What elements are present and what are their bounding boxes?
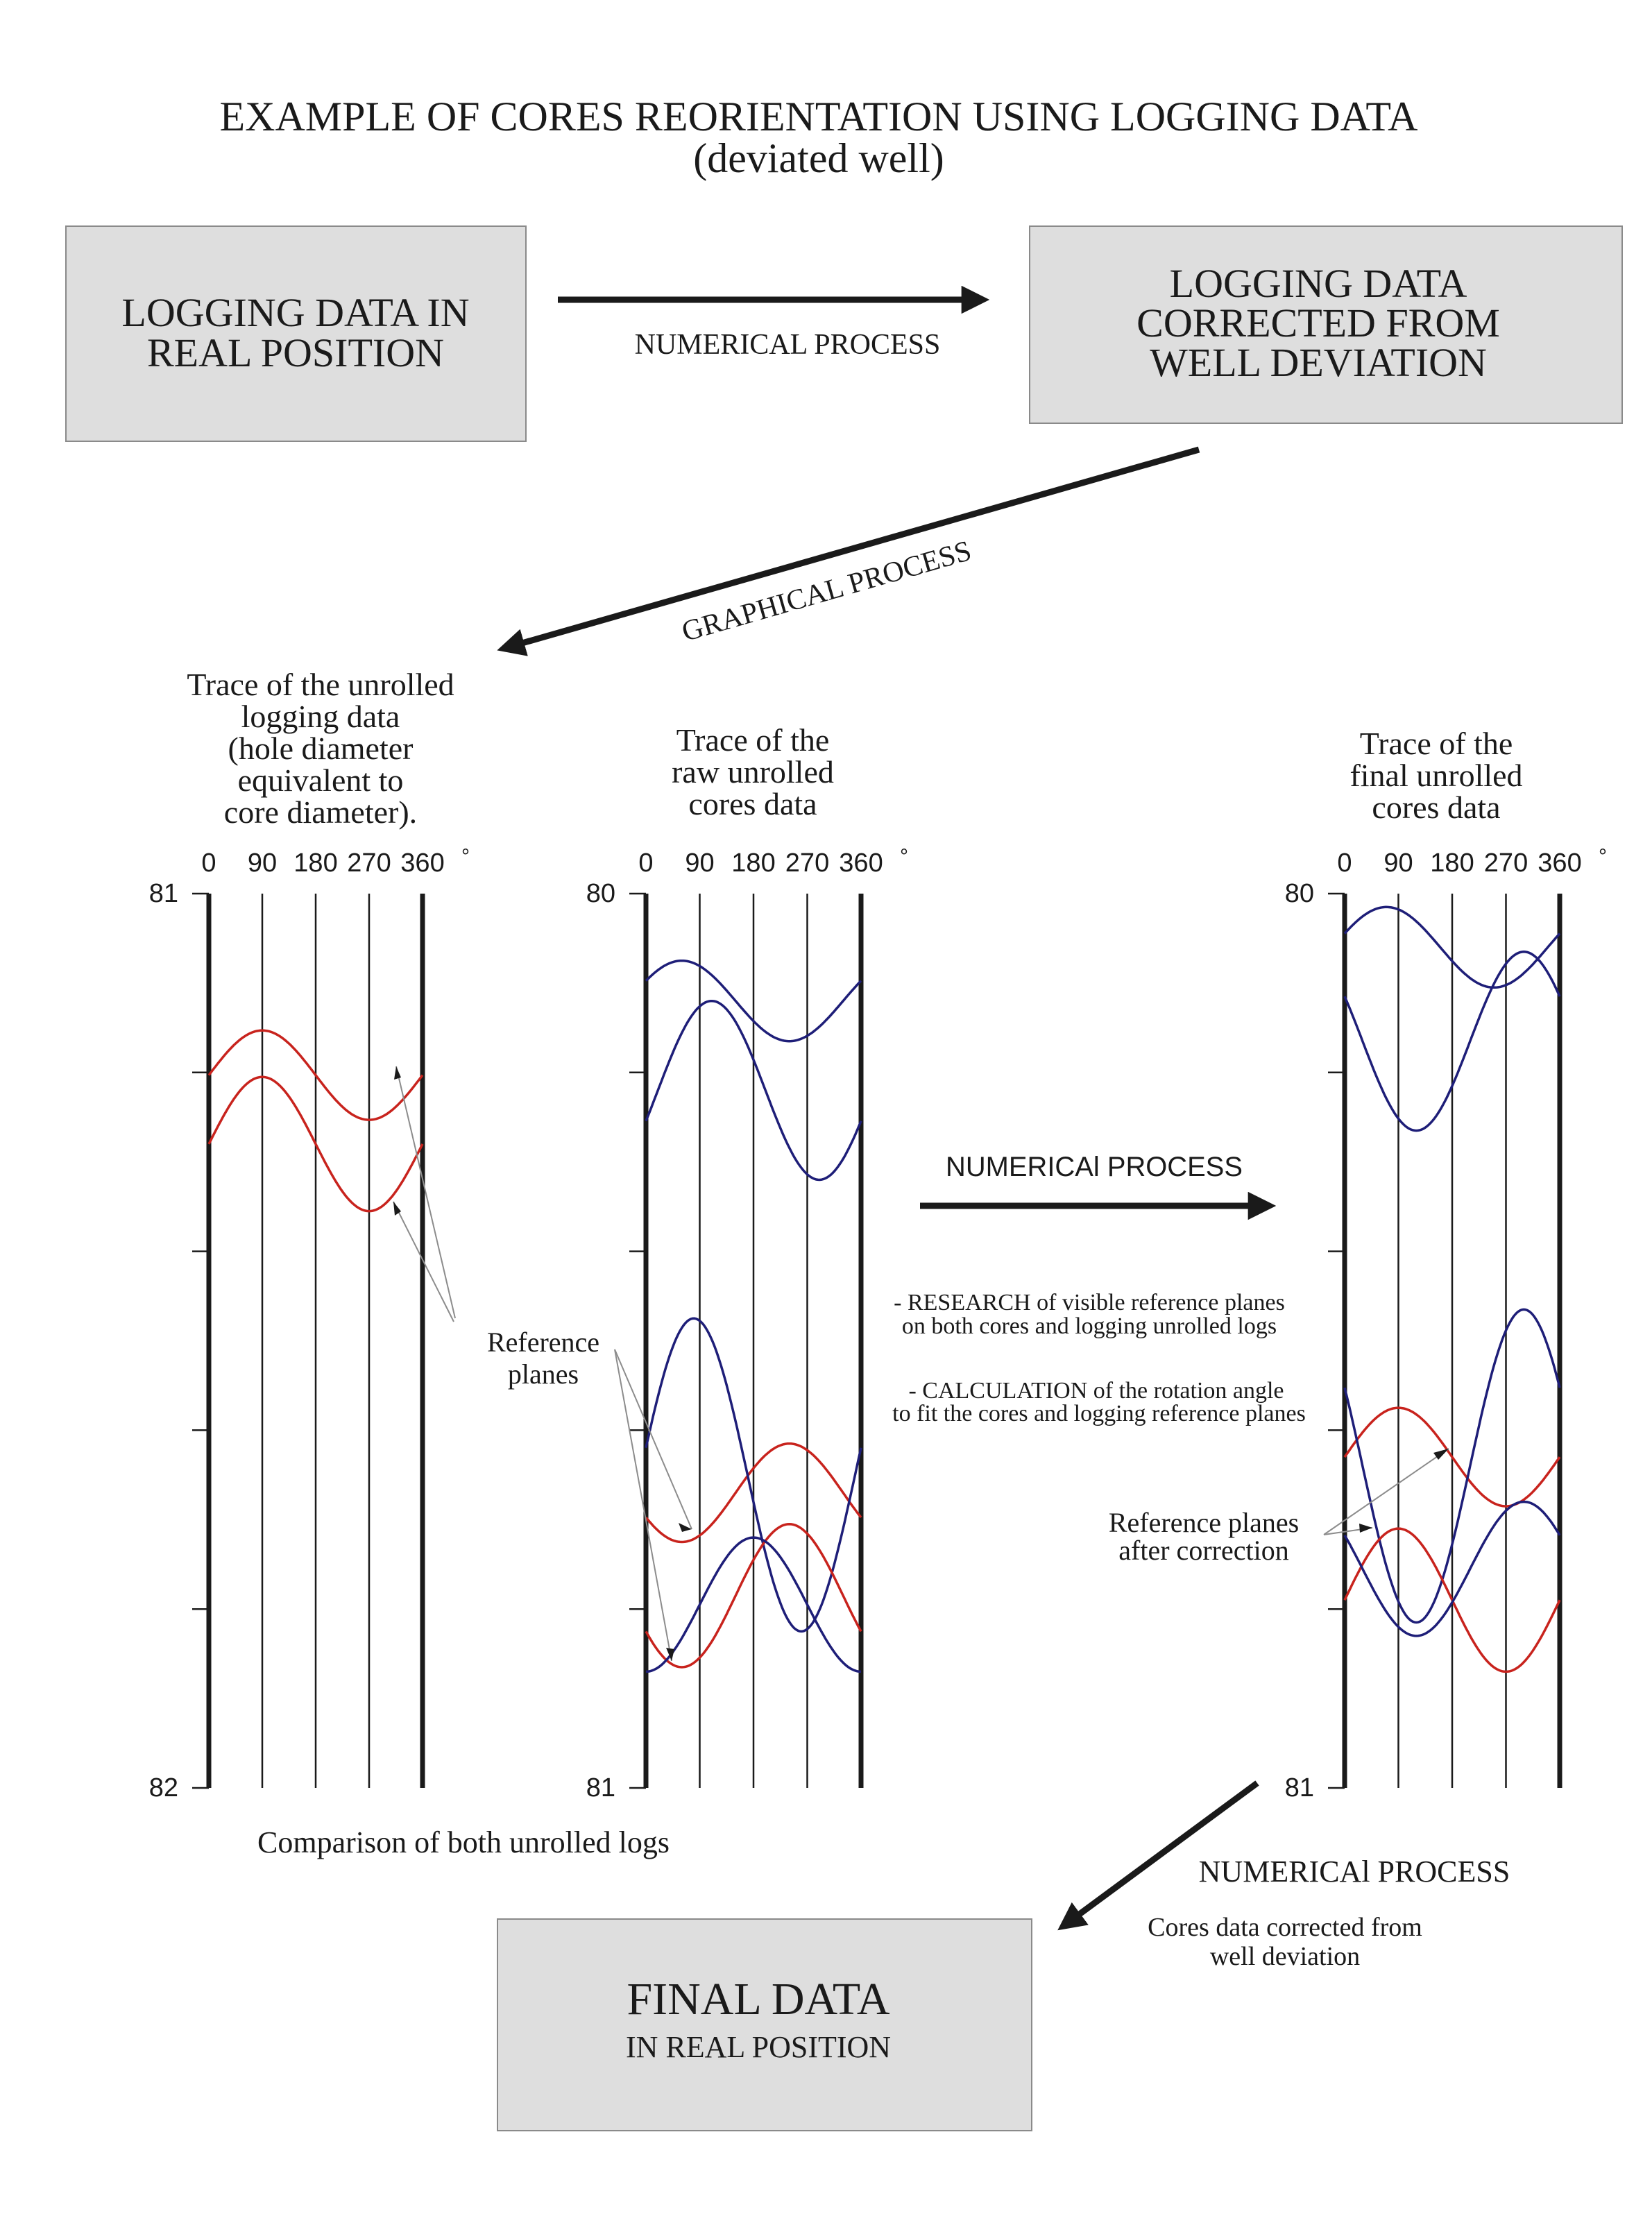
azimuth-tick-label: 270 [1483,849,1528,878]
azimuth-tick-label: 360 [400,849,445,878]
azimuth-tick-label: 270 [347,849,391,878]
logging-corrected-label-1: LOGGING DATA [1169,261,1467,306]
degree-symbol: ° [1599,845,1607,868]
degree-symbol: ° [461,845,470,868]
pointer-line [615,1349,692,1529]
caption-right [1349,726,1522,825]
azimuth-tick-label: 360 [839,849,883,878]
logging-corrected-label-3: WELL DEVIATION [1150,340,1487,385]
numerical-label-middle: NUMERICAl PROCESS [946,1152,1243,1182]
caption-right-line: final unrolled [1349,758,1523,793]
azimuth-tick-label: 180 [731,849,776,878]
logging-real-label-2: REAL POSITION [146,330,445,375]
caption-left-line: core diameter). [223,794,418,830]
title-line-1: EXAMPLE OF CORES REORIENTATION USING LOGGING DATA [219,94,1418,139]
final-data-title: FINAL DATA [627,1974,890,2025]
research-note-2: on both cores and logging unrolled logs [901,1313,1277,1339]
depth-label-top: 80 [1284,879,1314,908]
caption-middle-line: cores data [688,786,817,821]
depth-label-bottom: 81 [586,1773,615,1802]
final-data-subtitle: IN REAL POSITION [625,2030,892,2064]
pointer-line [615,1349,672,1661]
azimuth-tick-label: 90 [1383,849,1413,878]
caption-middle-line: Trace of the [676,722,830,758]
title-line-2: (deviated well) [693,135,944,181]
logging-unrolled-chart [149,845,470,1802]
caption-middle [672,722,834,821]
depth-label-top: 80 [586,879,615,908]
caption-right-line: Trace of the [1359,726,1513,761]
reference-after-label-2: after correction [1118,1535,1289,1566]
azimuth-tick-label: 360 [1538,849,1582,878]
pointer-line [396,1066,455,1318]
depth-label-top: 81 [148,879,178,908]
degree-symbol: ° [900,845,908,868]
azimuth-tick-label: 90 [247,849,278,878]
logging-real-label-1: LOGGING DATA IN [121,290,470,335]
graphical-arrow [505,450,1199,648]
azimuth-tick-label: 90 [685,849,715,878]
caption-middle-line: raw unrolled [672,754,834,790]
depth-label-bottom: 81 [1284,1773,1314,1802]
final-cores-unrolled-chart [1285,845,1607,1802]
caption-left-line: Trace of the unrolled [187,667,454,702]
caption-left-line: logging data [241,699,400,734]
graphical-label: GRAPHICAL PROCESS [678,534,976,649]
azimuth-tick-label: 180 [1430,849,1474,878]
final-data-box [497,1919,1032,2131]
caption-right-line: cores data [1372,790,1501,825]
caption-left-line: equivalent to [237,762,404,798]
azimuth-tick-label: 180 [293,849,338,878]
logging-corrected-label-2: CORRECTED FROM [1136,300,1500,346]
reference-planes-label-2: planes [507,1358,579,1390]
raw-cores-unrolled-chart [586,845,908,1802]
pointer-arrowhead [1359,1524,1372,1533]
reference-after-label-1: Reference planes [1108,1507,1300,1538]
azimuth-tick-label: 0 [638,849,654,878]
caption-left [187,667,454,830]
numerical-label-top: NUMERICAL PROCESS [634,329,941,361]
research-note-1: - RESEARCH of visible reference planes [894,1290,1285,1315]
pointer-arrowhead [394,1066,401,1080]
depth-label-bottom: 82 [148,1773,178,1802]
azimuth-tick-label: 0 [201,849,216,878]
azimuth-tick-label: 270 [785,849,830,878]
bottom-note-1: Cores data corrected from [1148,1913,1422,1942]
bottom-note-2: well deviation [1209,1942,1361,1971]
reference-planes-label-1: Reference [486,1327,600,1358]
comparison-caption: Comparison of both unrolled logs [257,1825,670,1859]
numerical-label-bottom: NUMERICAl PROCESS [1198,1855,1510,1889]
caption-left-line: (hole diameter [228,731,414,766]
calculation-note-1: - CALCULATION of the rotation angle [908,1378,1284,1404]
calculation-note-2: to fit the cores and logging reference planes [892,1401,1306,1426]
azimuth-tick-label: 0 [1337,849,1352,878]
